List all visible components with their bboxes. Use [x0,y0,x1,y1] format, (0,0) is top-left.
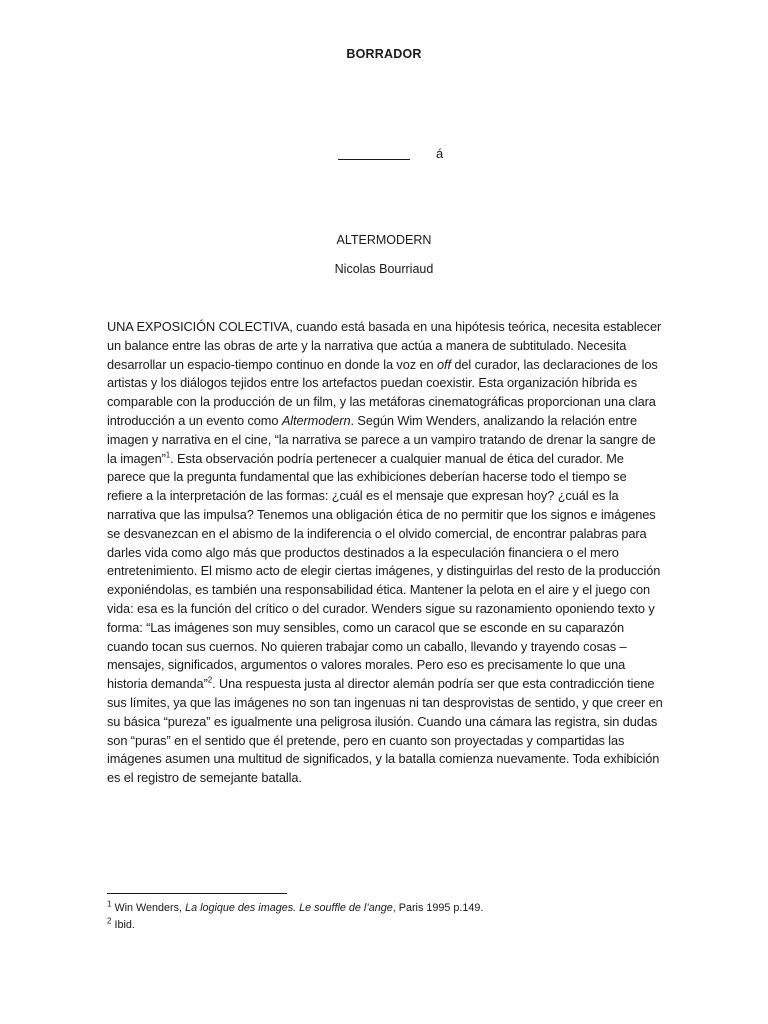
document-author: Nicolas Bourriaud [334,262,434,276]
draft-header: BORRADOR [346,47,422,61]
body-paragraph [107,318,663,788]
blank-line [338,159,410,160]
footnote-1-post: , Paris 1995 p.149. [392,902,484,914]
dateline [0,146,768,166]
body-text-1: UNA EXPOSICIÓN COLECTIVA, cuando está basada en una hipótesis teórica, necesita establecer un balance entre las obras de arte y la narrativa que actúa a manera de subtitulado. Necesita desarrollar un espacio-tiempo continuo en donde la voz en [107,319,662,372]
footnote-1-title: La logique des images. Le souffle de l’ange [185,902,393,914]
footnote-ref-2: 2 [207,675,213,685]
body-italic-altermodern: Altermodern [281,412,351,428]
body-text-2: del curador, las declaraciones de los artistas y los diálogos tejidos entre los artefactos puedan coexistir. Esta organización híbrida es comparable con la producción de un film, y las metáforas cinematográficas proporcionan una clara introducción a un evento como [107,356,658,428]
footnote-separator [107,893,287,894]
footnote-2 [107,917,663,934]
accent-char: á [436,146,444,161]
body-text-3: . Según Wim Wenders, analizando la relación entre imagen y narrativa en el cine, “la narrativa se parece a un vampiro tratando de drenar la sangre de la imagen” [107,412,656,466]
body-text-4: . Esta observación podría pertenecer a cualquier manual de ética del curador. Me parece que la pregunta fundamental que las exhibiciones deberían hacerse todo el tiempo se refiere a la interpretación de las formas: ¿cuál es el mensaje que expresan hoy? ¿cuál es la narrativa que las impulsa? Tenemos una obligación ética de no permitir que los signos e imágenes se desvanezcan en el abismo de la indiferencia o el olvido comercial, de encontrar palabras para darles vida como algo más que productos destinados a la especulación financiera o el mero entretenimiento. El mismo acto de elegir ciertas imágenes, y distinguirlas del resto de la producción exponiéndolas, es también una responsabilidad ética. Mantener la pelota en el aire y el juego con vida: esa es la función del crítico o del curador. Wenders sigue su razonamiento oponiendo texto y forma: “Las imágenes son muy sensibles, como un caracol que se esconde en su caparazón cuando tocan sus cuernos. No quieren trabajar como un caballo, llevando y trayendo cosas –mensajes, significados, argumentos o valores morales. Pero eso es precisamente lo que una historia demanda” [107,450,661,692]
footnote-1-number: 1 [107,899,112,909]
footnote-1 [107,900,663,917]
body-italic-off: off [436,356,451,372]
document-title: ALTERMODERN [336,233,432,247]
footnote-1-pre: Win Wenders, [111,902,186,914]
footnote-2-number: 2 [107,915,112,925]
footnotes [107,900,663,933]
footnote-2-text: Ibid. [111,918,135,931]
footnote-ref-1: 1 [165,450,171,460]
body-text-5: . Una respuesta justa al director alemán podría ser que esta contradicción tiene sus límites, ya que las imágenes no son tan ingenuas ni tan desprovistas de sentido, y que creer en su básica “pureza” es igualmente una peligrosa ilusión. Cuando una cámara las registra, sin dudas son “puras” en el sentido que él pretende, pero en cuanto son proyectadas y compartidas las imágenes asumen una multitud de significados, y la batalla comienza nuevamente. Toda exhibición es el registro de semejante batalla. [107,676,663,786]
